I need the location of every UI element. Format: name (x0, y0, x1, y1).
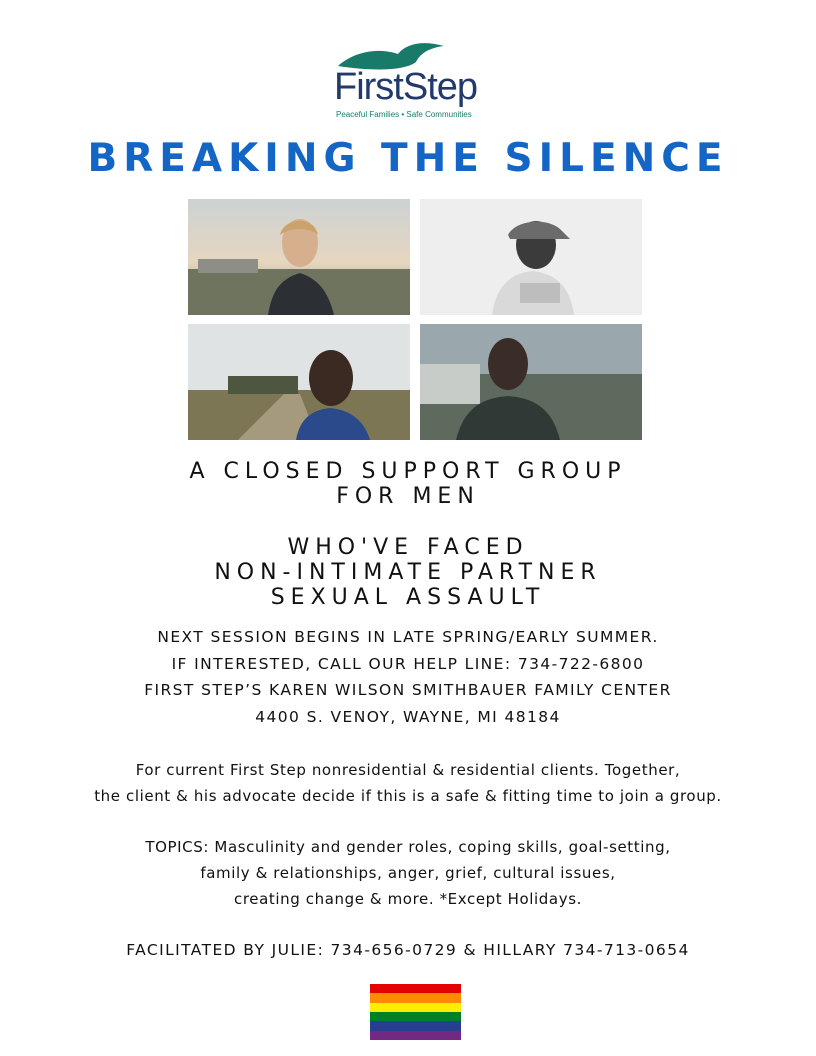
flag-stripe (370, 993, 461, 1002)
audience-line: SEXUAL ASSAULT (270, 585, 546, 610)
man-looking-at-city-photo (188, 199, 410, 315)
flag-stripe (370, 1021, 461, 1030)
eligibility-line: the client & his advocate decide if this is a safe & fitting time to join a group. (94, 787, 722, 805)
audience-heading (0, 535, 816, 610)
session-info (0, 624, 816, 730)
eligibility-line: For current First Step nonresidential & residential clients. Together, (135, 761, 681, 779)
topics-line: creating change & more. *Except Holidays. (234, 890, 582, 908)
topics-line: TOPICS: Masculinity and gender roles, coping skills, goal-setting, (145, 838, 671, 856)
logo-tagline: Peaceful Families • Safe Communities (336, 110, 472, 119)
facilitators (0, 937, 816, 964)
eligibility-text (0, 757, 816, 809)
smiling-man-in-cap-photo (420, 199, 642, 315)
man-from-behind-photo (420, 324, 642, 440)
logo-wordmark: FirstStep (334, 66, 478, 108)
audience-line: NON-INTIMATE PARTNER (214, 560, 602, 585)
pride-flag-icon (370, 984, 461, 1040)
group-title-line: FOR MEN (336, 484, 480, 509)
address: 4400 S. VENOY, WAYNE, MI 48184 (255, 707, 561, 726)
group-title (0, 459, 816, 509)
older-man-on-dirt-road-photo (188, 324, 410, 440)
session-info-line: FIRST STEP’S KAREN WILSON SMITHBAUER FAMILY CENTER (144, 681, 672, 699)
flag-stripe (370, 984, 461, 993)
audience-line: WHO'VE FACED (287, 535, 529, 560)
headline: BREAKING THE SILENCE (87, 136, 729, 181)
flag-stripe (370, 1012, 461, 1021)
facilitators-line: FACILITATED BY JULIE: 734-656-0729 & HILLARY 734-713-0654 (126, 941, 690, 959)
help-line-phone: IF INTERESTED, CALL OUR HELP LINE: 734-722-6800 (171, 654, 645, 673)
topics-text (0, 834, 816, 912)
flag-stripe (370, 1003, 461, 1012)
topics-line: family & relationships, anger, grief, cultural issues, (200, 864, 616, 882)
session-info-line: NEXT SESSION BEGINS IN LATE SPRING/EARLY SUMMER. (157, 628, 659, 646)
group-title-line: A CLOSED SUPPORT GROUP (189, 459, 627, 484)
flag-stripe (370, 1031, 461, 1040)
firststep-logo (332, 40, 498, 126)
